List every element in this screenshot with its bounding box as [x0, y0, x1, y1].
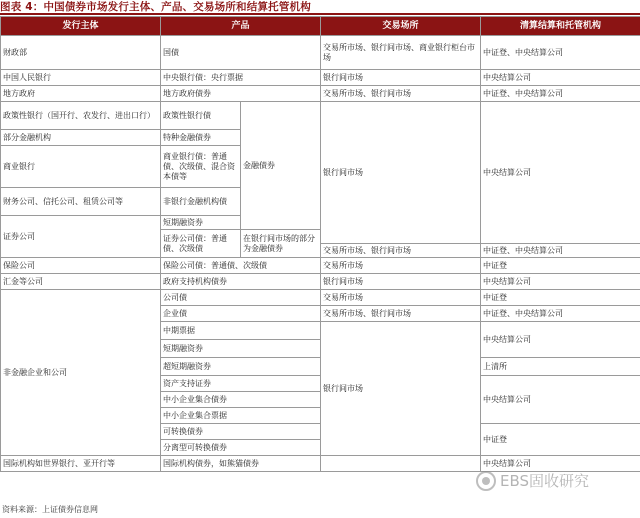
- issuer-cell: 部分金融机构: [1, 130, 161, 146]
- product-cell: 中期票据: [161, 322, 321, 340]
- table-header-row: [1, 17, 640, 36]
- table-row: [1, 290, 640, 306]
- venue-cell: 交易所市场、银行间市场: [321, 306, 481, 322]
- product-cell: 国债: [161, 36, 321, 70]
- table-row: [1, 274, 640, 290]
- header-issuer: 发行主体: [1, 17, 161, 36]
- figure-title: 图表 4：中国债券市场发行主体、产品、交易场所和结算托管机构: [0, 1, 311, 13]
- issuer-cell: 国际机构如世界银行、亚开行等: [1, 456, 161, 472]
- custodian-cell: 中央结算公司: [481, 456, 640, 472]
- issuer-cell: 证券公司: [1, 216, 161, 258]
- product-cell: 中小企业集合债券: [161, 392, 321, 408]
- venue-cell: 银行间市场: [321, 322, 481, 456]
- product-cell: 中小企业集合票据: [161, 408, 321, 424]
- header-venue: 交易场所: [321, 17, 481, 36]
- sub-product-cell: 政策性银行债: [161, 102, 241, 130]
- sub-product-cell: 商业银行债：普通债、次级债、混合资本债等: [161, 146, 241, 188]
- table-row: [1, 86, 640, 102]
- custodian-cell: 中证登: [481, 258, 640, 274]
- product-cell: 超短期融资券: [161, 358, 321, 376]
- sub-product-cell: 证券公司债：普通债、次级债: [161, 230, 241, 258]
- product-cell: 资产支持证券: [161, 376, 321, 392]
- custodian-cell: 中证登、中央结算公司: [481, 244, 640, 258]
- product-cell: 地方政府债券: [161, 86, 321, 102]
- product-cell: 保险公司债：普通债、次级债: [161, 258, 321, 274]
- watermark-text: EBS固收研究: [500, 472, 590, 490]
- custodian-cell: 中证登、中央结算公司: [481, 86, 640, 102]
- venue-cell: 交易所市场、银行间市场、商业银行柜台市场: [321, 36, 481, 70]
- venue-cell: [321, 456, 481, 472]
- custodian-cell: 中证登: [481, 424, 640, 456]
- wechat-logo-icon: [476, 471, 496, 491]
- venue-cell: 银行间市场: [321, 274, 481, 290]
- venue-cell: 交易所市场: [321, 290, 481, 306]
- sub-product-cell: 特种金融债券: [161, 130, 241, 146]
- sub-product-cell: 短期融资券: [161, 216, 241, 230]
- issuer-cell: 中国人民银行: [1, 70, 161, 86]
- venue-cell: 银行间市场: [321, 102, 481, 244]
- product-cell: 分离型可转换债券: [161, 440, 321, 456]
- table-row: [1, 36, 640, 70]
- issuer-cell: 汇金等公司: [1, 274, 161, 290]
- custodian-cell: 中央结算公司: [481, 70, 640, 86]
- product-cell: 企业债: [161, 306, 321, 322]
- product-group-cell: 金融债券: [241, 102, 321, 230]
- product-cell: 短期融资券: [161, 340, 321, 358]
- product-cell: 国际机构债券，如熊猫债券: [161, 456, 321, 472]
- issuer-cell: 财务公司、信托公司、租赁公司等: [1, 188, 161, 216]
- sub-product-cell: 在银行间市场的部分为金融债券: [241, 230, 321, 258]
- custodian-cell: 中证登: [481, 290, 640, 306]
- issuer-cell: 财政部: [1, 36, 161, 70]
- product-cell: 中央银行债：央行票据: [161, 70, 321, 86]
- venue-cell: 交易所市场、银行间市场: [321, 86, 481, 102]
- issuer-cell: 政策性银行（国开行、农发行、进出口行）: [1, 102, 161, 130]
- custodian-cell: 上清所: [481, 358, 640, 376]
- product-cell: 政府支持机构债券: [161, 274, 321, 290]
- custodian-cell: 中央结算公司: [481, 376, 640, 424]
- issuer-cell: 非金融企业和公司: [1, 290, 161, 456]
- venue-cell: 交易所市场: [321, 258, 481, 274]
- custodian-cell: 中央结算公司: [481, 274, 640, 290]
- venue-cell: 交易所市场、银行间市场: [321, 244, 481, 258]
- issuer-cell: 地方政府: [1, 86, 161, 102]
- custodian-cell: 中证登、中央结算公司: [481, 36, 640, 70]
- table-row: [1, 102, 640, 130]
- product-cell: 公司债: [161, 290, 321, 306]
- product-cell: 可转换债券: [161, 424, 321, 440]
- watermark: [476, 470, 589, 491]
- table-row: [1, 258, 640, 274]
- custodian-cell: 中央结算公司: [481, 102, 640, 244]
- header-custodian: 清算结算和托管机构: [481, 17, 640, 36]
- table-row: [1, 70, 640, 86]
- issuer-cell: 商业银行: [1, 146, 161, 188]
- bond-market-table: [0, 16, 640, 472]
- header-product: 产品: [161, 17, 321, 36]
- custodian-cell: 中证登、中央结算公司: [481, 306, 640, 322]
- issuer-cell: 保险公司: [1, 258, 161, 274]
- source-note: 资料来源：上证债券信息网: [2, 505, 98, 514]
- venue-cell: 银行间市场: [321, 70, 481, 86]
- sub-product-cell: 非银行金融机构债: [161, 188, 241, 216]
- custodian-cell: 中央结算公司: [481, 322, 640, 358]
- title-bar: [0, 0, 640, 13]
- title-rule: [0, 13, 640, 15]
